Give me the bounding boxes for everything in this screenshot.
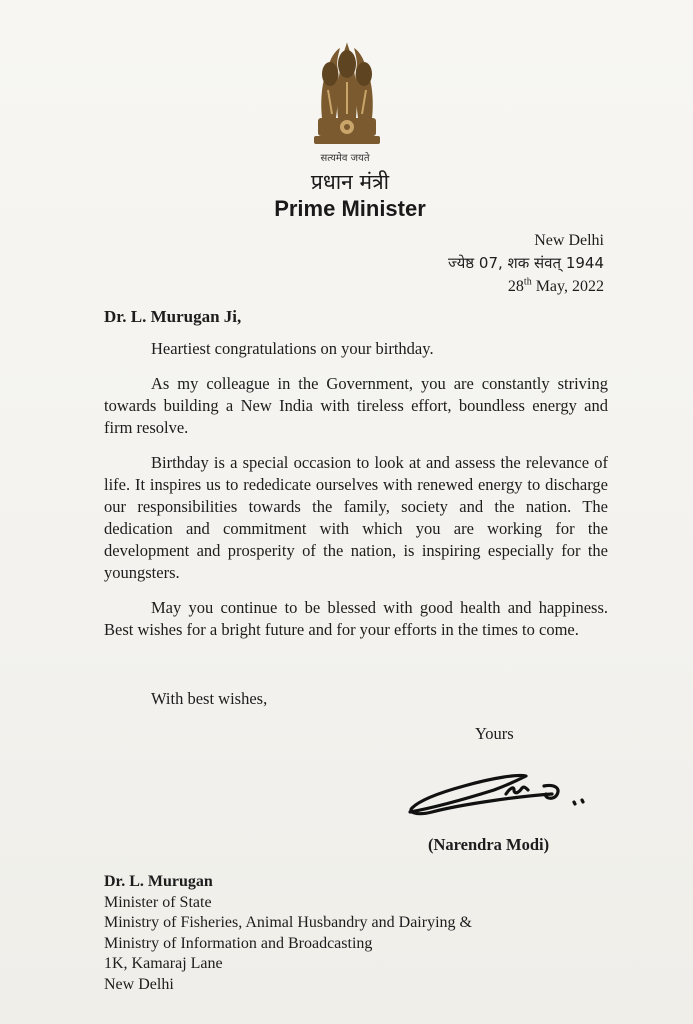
yours-line: Yours — [475, 724, 514, 743]
address-line: Ministry of Fisheries, Animal Husbandry and Dairying & — [104, 914, 472, 932]
paragraph: As my colleague in the Government, you are constantly striving towards building a New India with tireless effort, boundless energy and firm resolve. — [104, 374, 608, 437]
letter-body — [104, 338, 608, 654]
hindi-date: ज्येष्ठ 07, शक संवत् 1944 — [448, 254, 604, 272]
paragraph: Birthday is a special occasion to look at and assess the relevance of life. It inspires us to rededicate ourselves with renewed energy to discharge our responsibilities towards the family, society and the nation. The dedication and commitment with which you are working for the development and prosperity of the nation, is inspiring especially for the youngsters. — [104, 453, 608, 582]
salutation: Dr. L. Murugan Ji, — [104, 307, 242, 326]
place: New Delhi — [534, 232, 604, 249]
office-title-hindi: प्रधान मंत्री — [310, 170, 390, 194]
address-line: 1K, Kamaraj Lane — [104, 955, 223, 973]
recipient-address — [104, 872, 472, 996]
signer-name: (Narendra Modi) — [428, 835, 550, 854]
handwritten-signature-icon — [402, 764, 592, 824]
date-day: 28 — [507, 278, 524, 295]
emblem-motto: सत्यमेव जयते — [320, 153, 370, 164]
national-emblem-icon — [308, 40, 386, 152]
recipient-name: Dr. L. Murugan — [104, 873, 213, 890]
address-line: New Delhi — [104, 975, 174, 993]
closing-line: With best wishes, — [151, 689, 268, 708]
english-date — [448, 275, 604, 298]
paragraph: May you continue to be blessed with good health and happiness. Best wishes for a bright future and for your efforts in the times to come. — [104, 598, 608, 639]
address-line: Minister of State — [104, 893, 212, 911]
paragraph: Heartiest congratulations on your birthday. — [151, 339, 434, 358]
office-title-english: Prime Minister — [274, 196, 426, 221]
address-line: Ministry of Information and Broadcasting — [104, 934, 373, 952]
date-month-year: May, 2022 — [531, 278, 604, 295]
date-suffix: th — [523, 276, 532, 288]
place-and-date — [448, 229, 604, 298]
